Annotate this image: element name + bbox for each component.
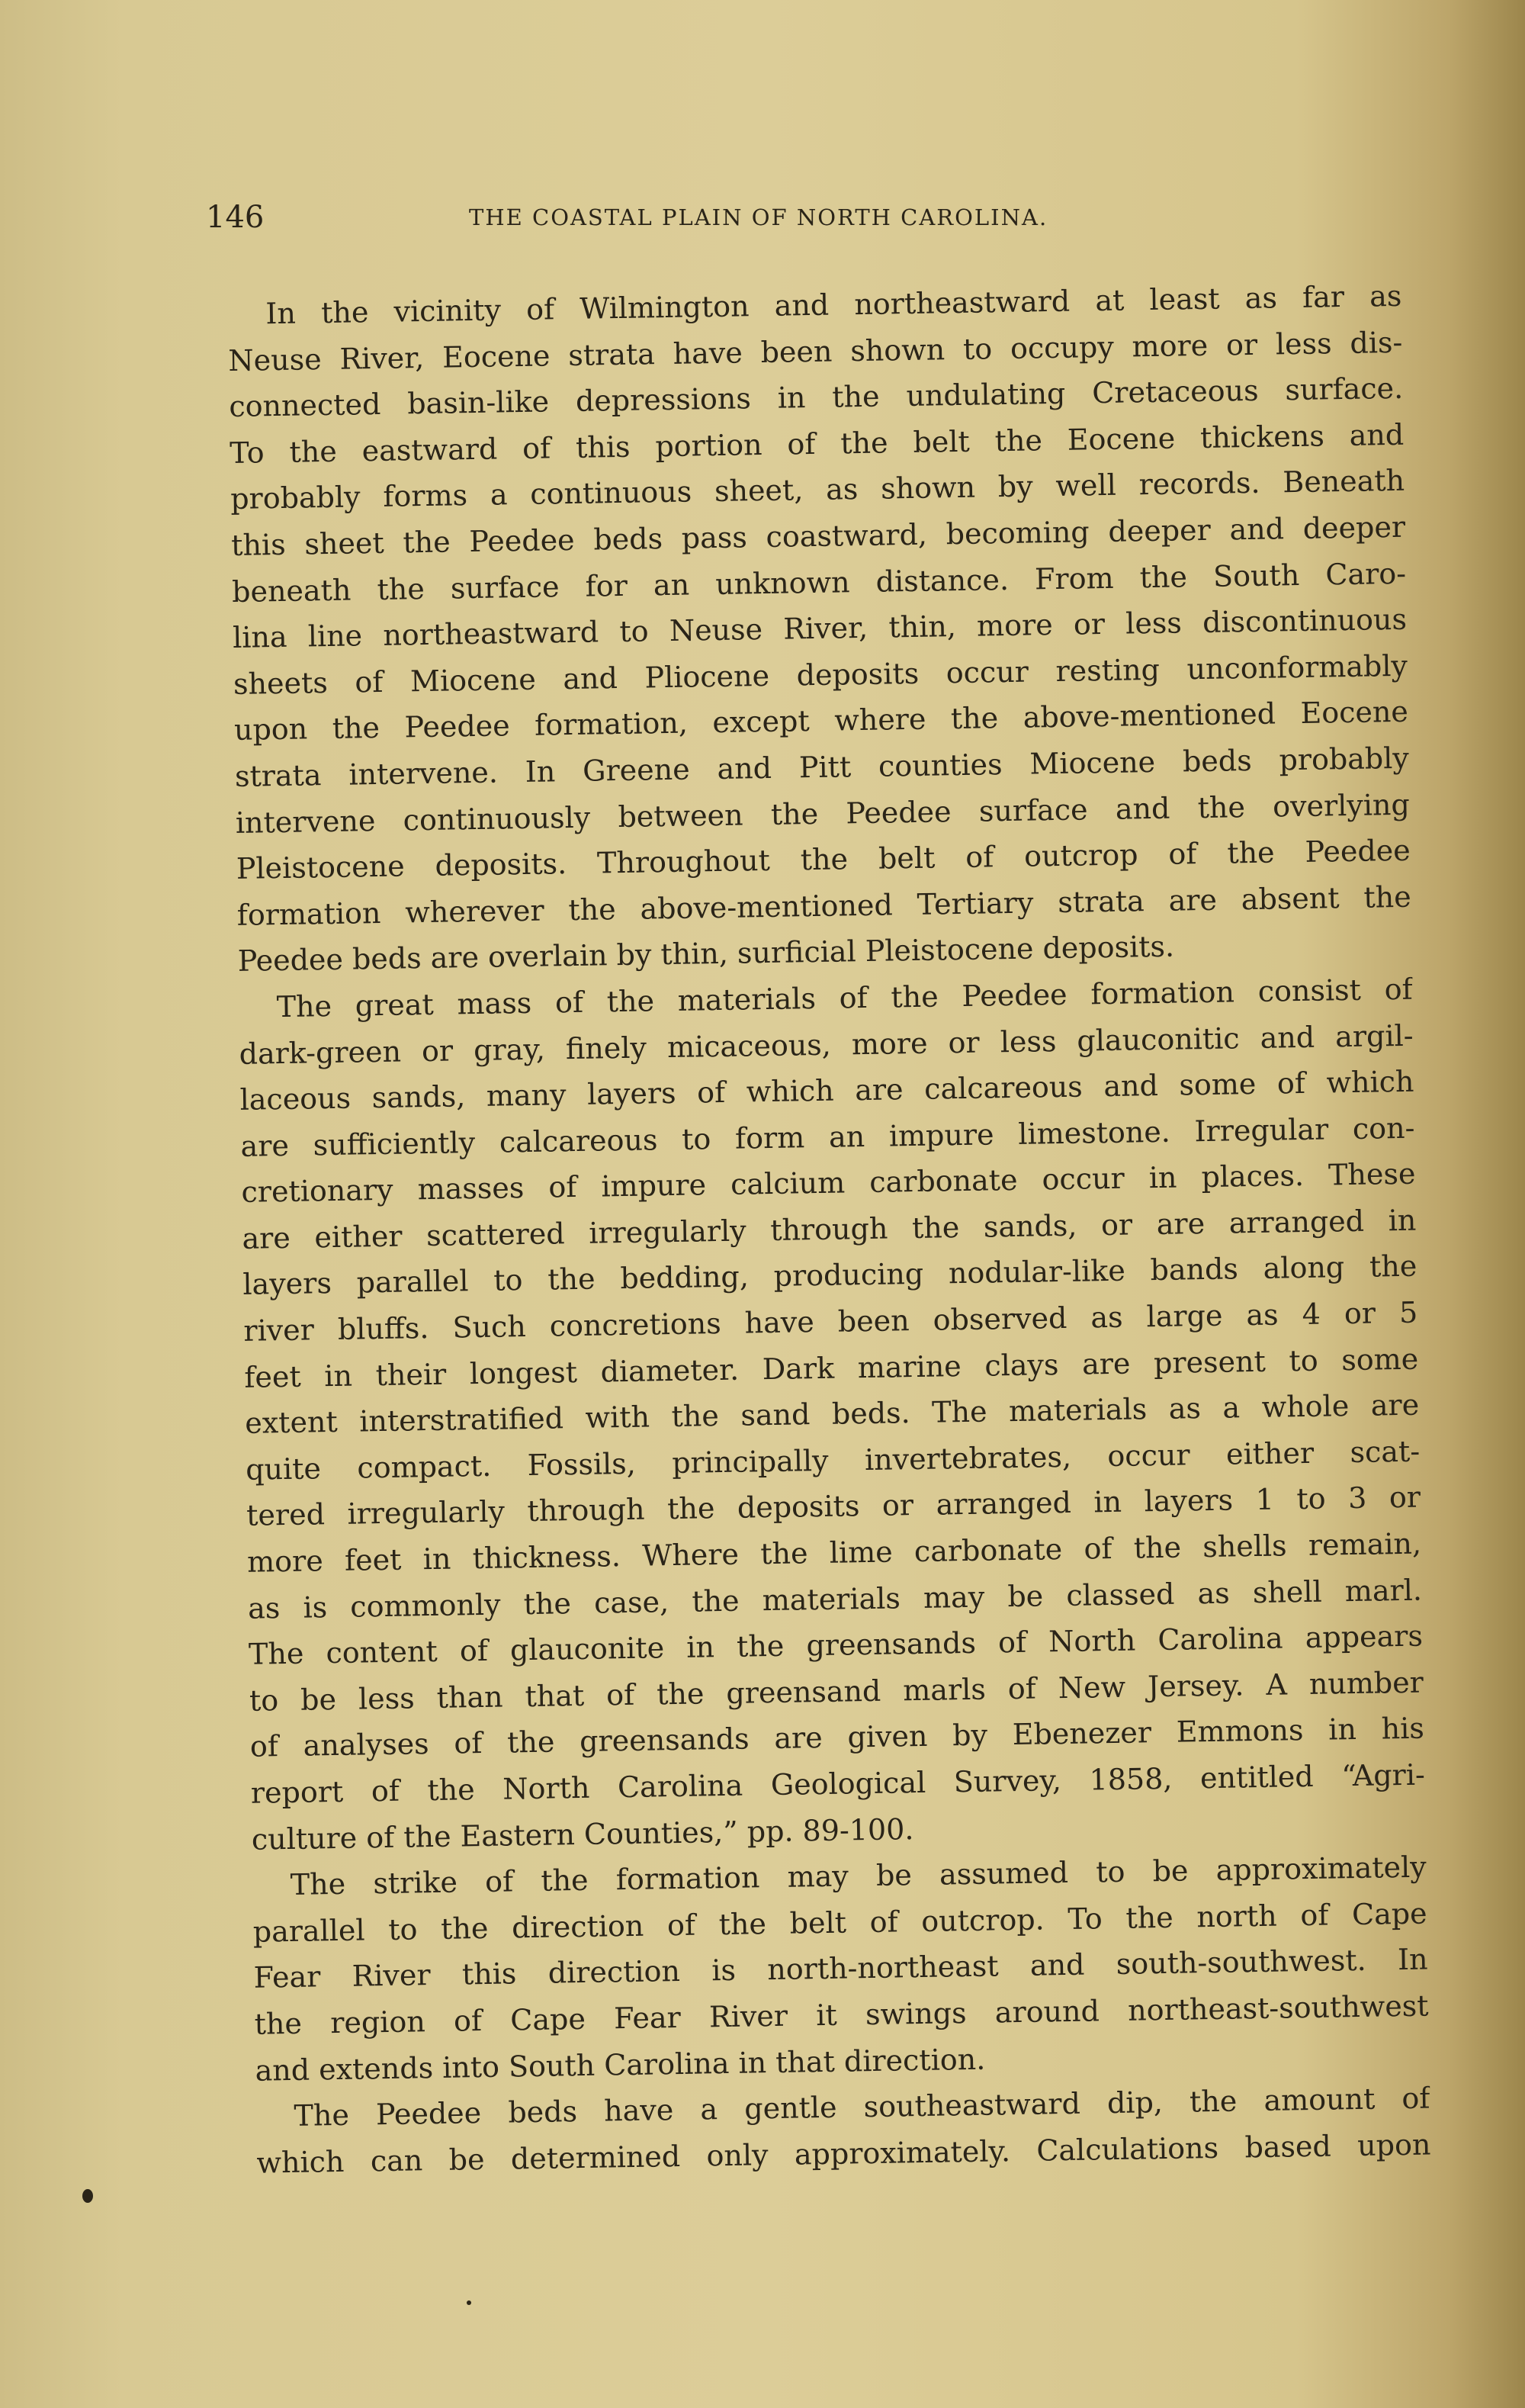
text-line: report of the North Carolina Geological Survey, 1858, entitled “Agri- [250,1757,1426,1810]
paragraph [255,2075,1431,2186]
text-line: lina line northeastward to Neuse River, thin, more or less discontinuous [232,602,1408,655]
text-line: beneath the surface for an unknown distance. From the South Caro- [231,556,1407,609]
text-line: and extends into South Carolina in that direction. [255,2042,986,2088]
text-line: To the eastward of this portion of the belt the Eocene thickens and [229,417,1405,470]
text-line: more feet in thickness. Where the lime carbonate of the shells remain, [246,1526,1422,1579]
text-line: connected basin-like depressions in the undulating Cretaceous surface. [229,371,1404,424]
text-line: Pleistocene deposits. Throughout the belt of outcrop of the Peedee [236,833,1411,886]
page-number: 146 [206,200,265,235]
text-line: the region of Cape Fear River it swings around northeast-southwest [254,1988,1429,2041]
text-line: The content of glauconite in the greensands of North Carolina appears [248,1619,1424,1671]
text-line: as is commonly the case, the materials may be classed as shell marl. [247,1573,1423,1625]
text-line: to be less than that of the greensand marls of New Jersey. A number [249,1665,1424,1718]
text-line: are sufficiently calcareous to form an impure limestone. Irregular con- [240,1111,1415,1163]
text-line: this sheet the Peedee beds pass coastward, becoming deeper and deeper [230,510,1406,562]
text-line: tered irregularly through the deposits or arranged in layers 1 to 3 or [246,1480,1421,1533]
ink-spot [82,2189,93,2203]
text-line: The Peedee beds have a gentle southeastward dip, the amount of [294,2081,1430,2133]
text-line: strata intervene. In Greene and Pitt counties Miocene beds probably [234,741,1410,793]
text-line: layers parallel to the bedding, producing nodular-like bands along the [242,1249,1417,1302]
text-line: parallel to the direction of the belt of outcrop. To the north of Cape [252,1896,1427,1949]
text-line: of analyses of the greensands are given by Ebenezer Emmons in his [249,1711,1425,1764]
text-line: river bluffs. Such concretions have been observed as large as 4 or 5 [243,1295,1418,1348]
ink-spot [467,2300,471,2305]
text-line: probably forms a continuous sheet, as shown by well records. Beneath [230,464,1405,516]
paragraph [238,966,1426,1863]
text-line: Peedee beds are overlain by thin, surficial Pleistocene deposits. [237,929,1175,979]
text-line: laceous sands, many layers of which are calcareous and some of which [239,1064,1414,1117]
text-line: intervene continuously between the Peedee surface and the overlying [235,787,1411,840]
running-title: THE COASTAL PLAIN OF NORTH CAROLINA. [469,204,1048,230]
text-line: The strike of the formation may be assumed to be approximately [290,1850,1427,1902]
text-line: cretionary masses of impure calcium carbonate occur in places. These [241,1156,1416,1210]
text-line: feet in their longest diameter. Dark marine clays are present to some [244,1342,1419,1394]
paragraph [252,1844,1430,2094]
paragraph [227,273,1412,985]
text-line: sheets of Miocene and Pliocene deposits occur resting unconformably [233,648,1408,701]
text-line: culture of the Eastern Counties,” pp. 89-100. [251,1812,914,1857]
text-line: Neuse River, Eocene strata have been shown to occupy more or less dis- [228,325,1403,378]
text-line: In the vicinity of Wilmington and northeastward at least as far as [265,278,1402,331]
text-line: quite compact. Fossils, principally invertebrates, occur either scat- [245,1434,1421,1487]
text-line: are either scattered irregularly through the sands, or are arranged in [242,1203,1417,1255]
text-line: dark-green or gray, finely micaceous, more or less glauconitic and argil- [239,1018,1414,1071]
text-line: formation wherever the above-mentioned Tertiary strata are absent the [236,879,1411,932]
page-header [206,200,1167,238]
text-line: The great mass of the materials of the Peedee formation consist of [276,972,1413,1024]
text-line: Fear River this direction is north-northeast and south-southwest. In [253,1942,1428,1995]
text-line: extent interstratified with the sand beds. The materials as a whole are [244,1387,1420,1441]
page-body [227,273,1431,2186]
text-line: upon the Peedee formation, except where the above-mentioned Eocene [233,695,1409,747]
text-line: which can be determined only approximately. Calculations based upon [256,2127,1431,2180]
